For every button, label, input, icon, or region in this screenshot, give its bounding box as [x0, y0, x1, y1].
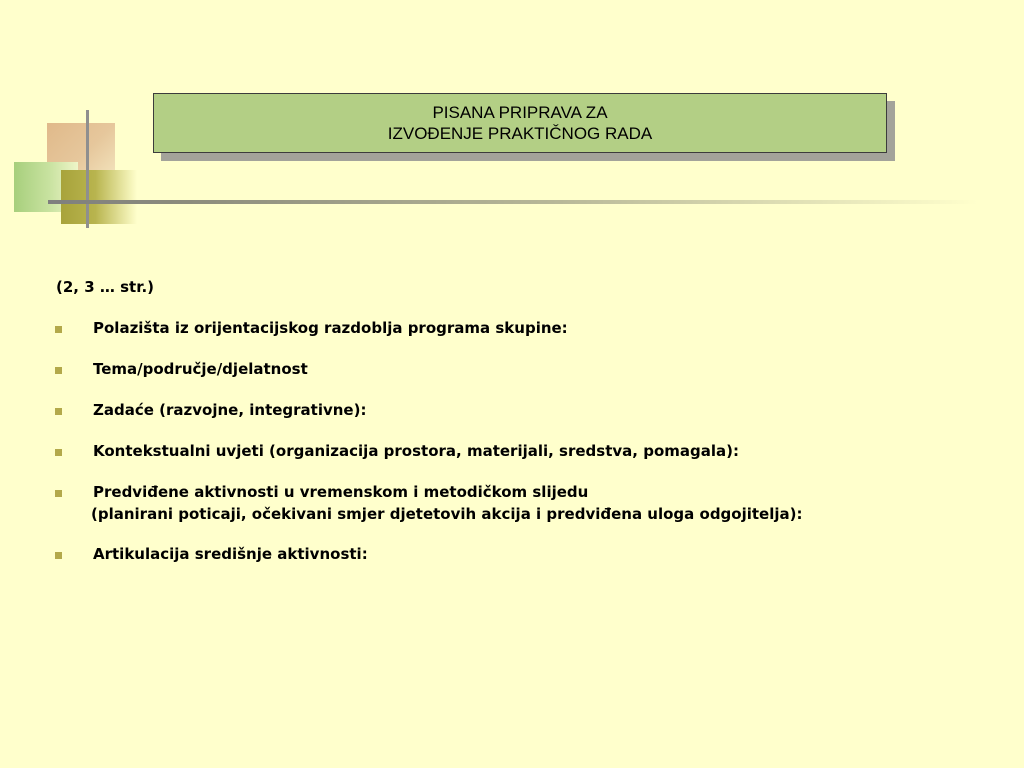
list-item-text: Zadaće (razvojne, integrativne): — [93, 401, 367, 419]
bullet-icon — [55, 552, 62, 559]
bullet-icon — [55, 449, 62, 456]
list-item-text: Artikulacija središnje aktivnosti: — [93, 545, 368, 563]
decorative-horizontal-line — [48, 200, 978, 204]
title-line-1: PISANA PRIPRAVA ZA — [432, 103, 608, 122]
bullet-icon — [55, 326, 62, 333]
list-item-text: Polazišta iz orijentacijskog razdoblja programa skupine: — [93, 319, 568, 337]
decorative-square-olive — [61, 170, 137, 224]
title-box — [153, 93, 887, 153]
pages-note: (2, 3 … str.) — [56, 278, 155, 296]
list-item-subtext: (planirani poticaji, očekivani smjer djetetovih akcija i predviđena uloga odgojitelja): — [91, 505, 803, 523]
title-line-2: IZVOĐENJE PRAKTIČNOG RADA — [387, 124, 653, 143]
list-item-text: Tema/područje/djelatnost — [93, 360, 308, 378]
list-item-text: Kontekstualni uvjeti (organizacija prostora, materijali, sredstva, pomagala): — [93, 442, 739, 460]
decorative-vertical-line — [86, 110, 89, 228]
list-item-text: Predviđene aktivnosti u vremenskom i metodičkom slijedu — [93, 483, 589, 501]
bullet-icon — [55, 408, 62, 415]
bullet-icon — [55, 367, 62, 374]
bullet-icon — [55, 490, 62, 497]
